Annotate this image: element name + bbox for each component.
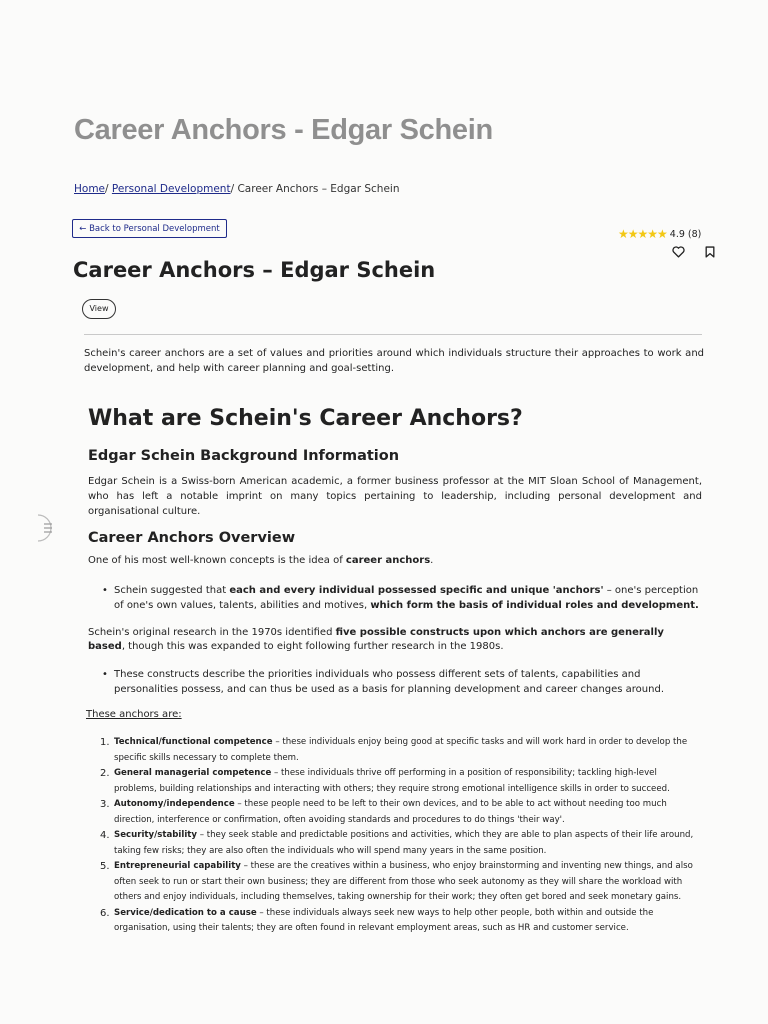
table-of-contents-icon[interactable] bbox=[34, 513, 62, 543]
anchor-title: General managerial competence bbox=[114, 768, 272, 778]
list-item-text bbox=[114, 583, 702, 613]
anchor-title: Technical/functional competence bbox=[114, 737, 273, 747]
bullet-icon: • bbox=[102, 585, 108, 596]
overview-intro bbox=[88, 555, 433, 566]
breadcrumb-home-link[interactable]: Home bbox=[74, 183, 106, 195]
view-button[interactable]: View bbox=[82, 299, 116, 319]
section-heading: What are Schein's Career Anchors? bbox=[88, 406, 523, 431]
anchor-list-item bbox=[100, 828, 700, 859]
article-title: Career Anchors – Edgar Schein bbox=[73, 258, 436, 282]
anchor-list-item bbox=[100, 766, 700, 797]
breadcrumb-category-link[interactable]: Personal Development bbox=[111, 183, 231, 195]
list-item bbox=[102, 667, 702, 697]
list-number: 2. bbox=[100, 768, 110, 779]
breadcrumb-current: Career Anchors – Edgar Schein bbox=[237, 183, 400, 195]
text-segment: , though this was expanded to eight following further research in the 1980s. bbox=[121, 641, 504, 652]
overview-intro-end: . bbox=[430, 555, 434, 566]
bold-segment: five possible constructs upon which anchors are generally based bbox=[88, 627, 664, 652]
text-segment: Schein suggested that bbox=[114, 585, 230, 596]
article-actions bbox=[672, 246, 715, 258]
star-rating-icon: ★★★★★ bbox=[618, 227, 667, 241]
anchor-description: – these people need to be left to their own devices, and to be able to act without needing too much direction, interference or confirmation, often avoiding standards and procedures to do things 'their way'. bbox=[114, 799, 667, 825]
anchor-description: – these individuals thrive off performing in a position of responsibility; tackling high-level problems, building relationships and interacting with others; they require strong emotional intelligence skills in order to succeed. bbox=[114, 768, 670, 794]
list-number: 1. bbox=[100, 737, 110, 748]
anchor-list-item bbox=[100, 906, 700, 937]
text-segment: – one's perception of one's own values, talents, abilities and motives, bbox=[114, 585, 699, 611]
text-segment: Schein's original research in the 1970s identified bbox=[88, 627, 336, 638]
page-title: Career Anchors - Edgar Schein bbox=[74, 114, 493, 146]
list-number: 5. bbox=[100, 861, 110, 872]
rating-value: 4.9 (8) bbox=[669, 228, 702, 240]
rating bbox=[618, 227, 701, 241]
divider bbox=[84, 334, 702, 335]
anchor-description: – they seek stable and predictable positions and activities, which they are able to plan aspects of their life around, taking few risks; they are also often the individuals who will spend many years in the same position. bbox=[114, 830, 694, 856]
anchors-list bbox=[100, 735, 700, 937]
anchor-list-item bbox=[100, 797, 700, 828]
anchor-title: Entrepreneurial capability bbox=[114, 861, 241, 871]
anchor-description: – these are the creatives within a business, who enjoy brainstorming and inventing new things, and also often seek to run or start their own business; they are different from those who seek autonomy as they will share the workload with others and enjoy individuals, including themselves, taking ownership for their work; they often get bored and seek monetary gains. bbox=[114, 861, 693, 902]
anchor-description: – these individuals enjoy being good at specific tasks and will work hard in order to develop the specific skills necessary to complete them. bbox=[114, 737, 688, 763]
intro-paragraph: Schein's career anchors are a set of values and priorities around which individuals structure their approaches to work and development, and help with career planning and goal-setting. bbox=[84, 348, 704, 374]
back-to-category-button[interactable]: ← Back to Personal Development bbox=[72, 219, 227, 238]
overview-intro-bold: career anchors bbox=[345, 555, 431, 566]
anchor-list-item bbox=[100, 859, 700, 906]
anchor-description: – these individuals always seek new ways to help other people, both within and outside the organisation, using their talents; they are often found in relevant employment areas, such as HR and customer service. bbox=[114, 907, 654, 933]
bullet-icon: • bbox=[102, 669, 108, 680]
anchor-title: Security/stability bbox=[114, 830, 197, 840]
list-number: 3. bbox=[100, 799, 110, 810]
anchor-list-item bbox=[100, 735, 700, 766]
anchor-title: Service/dedication to a cause bbox=[114, 907, 257, 918]
overview-heading: Career Anchors Overview bbox=[88, 530, 296, 546]
research-paragraph bbox=[88, 626, 704, 654]
overview-intro-text: One of his most well-known concepts is the idea of bbox=[88, 555, 346, 566]
bookmark-icon[interactable] bbox=[705, 246, 715, 258]
breadcrumb bbox=[74, 183, 399, 195]
breadcrumb-separator: / bbox=[230, 183, 238, 195]
list-item bbox=[102, 583, 702, 613]
list-number: 6. bbox=[100, 907, 110, 919]
anchors-label: These anchors are: bbox=[86, 709, 182, 720]
background-heading: Edgar Schein Background Information bbox=[88, 448, 400, 464]
background-paragraph: Edgar Schein is a Swiss-born American academic, a former business professor at the MIT Sloan School of Management, who has left a notable imprint on many topics pertaining to leadership, including personal development and organisational culture. bbox=[88, 476, 702, 517]
favorite-heart-icon[interactable] bbox=[672, 246, 685, 258]
list-number: 4. bbox=[100, 830, 110, 841]
list-item-text: These constructs describe the priorities individuals who possess different sets of talents, capabilities and personalities possess, and can thus be used as a basis for planning development and career changes around. bbox=[114, 669, 664, 695]
bold-segment: which form the basis of individual roles and development. bbox=[370, 600, 699, 611]
breadcrumb-separator: / bbox=[105, 183, 112, 195]
anchor-title: Autonomy/independence bbox=[114, 799, 235, 809]
bold-segment: each and every individual possessed specific and unique 'anchors' bbox=[229, 585, 604, 596]
